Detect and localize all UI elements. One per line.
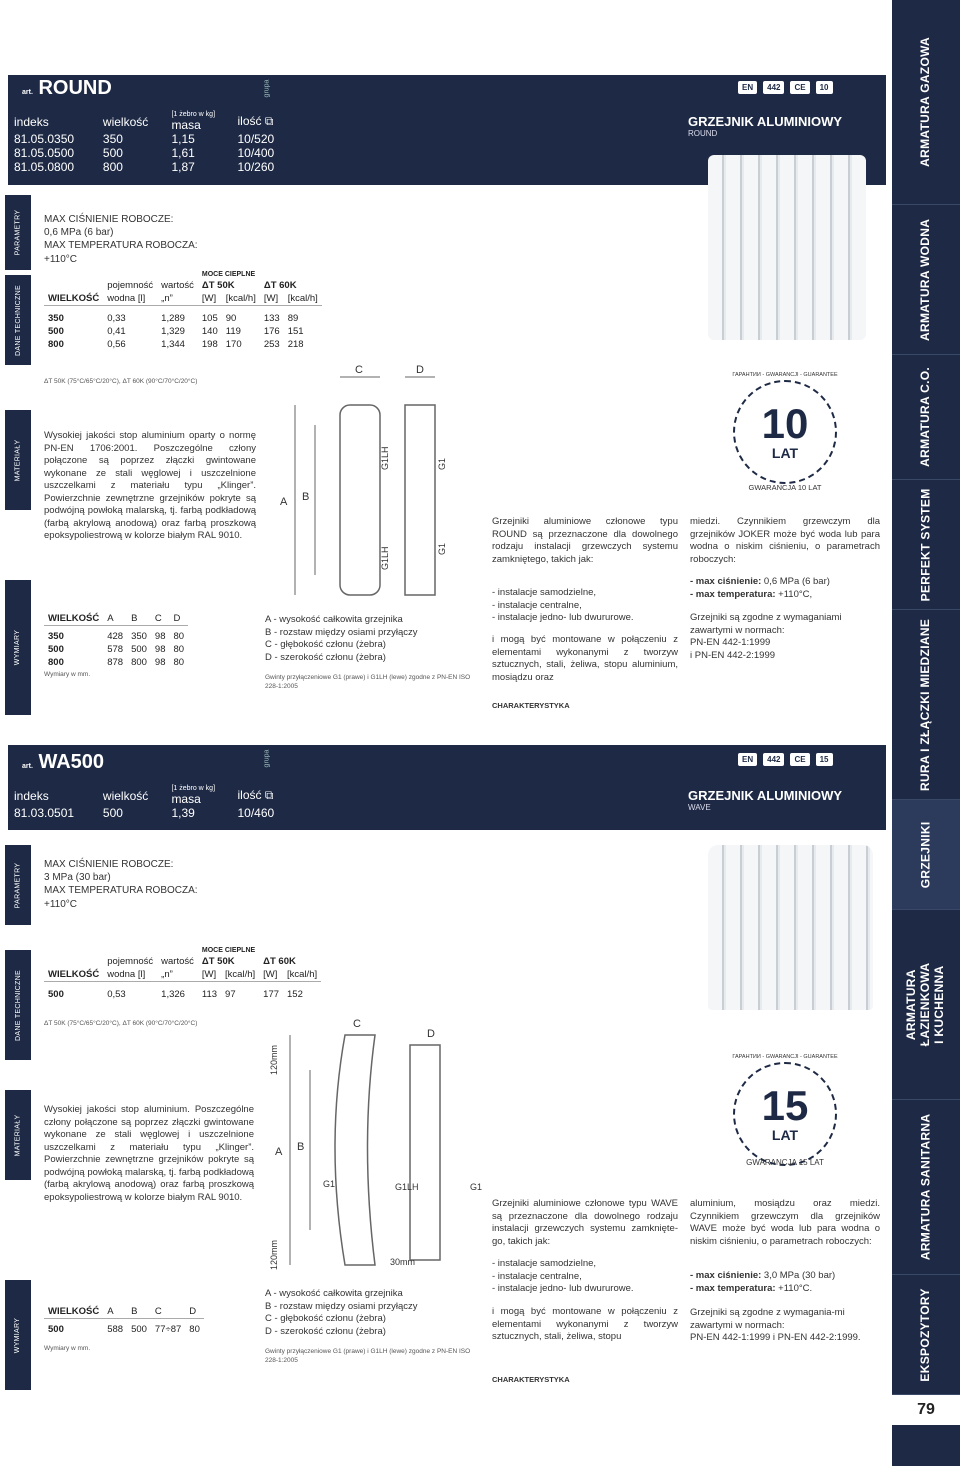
col-ilosc: ilość ⧉ [237, 114, 274, 128]
round-legend: A - wysokość całkowita grzejnika B - rozstaw między osiami przyłączy C - głębokość członu (żebra) D - szerokość członu (żebra) [265, 614, 418, 663]
sidebar-item-armatura-wodna[interactable]: ARMATURA WODNA [892, 205, 960, 355]
wave-material-text: Wysokiej jakości stop aluminium. Poszczególne człony połączone są poprzez złączki gwintowane wykonane ze stali węglowej i uszczelnione uszczelkami z materiału typu „Klinger”. Powierzchnie zewnętrzne grzejników pokryte są podwójną powłoką malarską, tj. farbą podkładową (farbą akrylową anodową) oraz farbą proszkową epoksypoliestrową w kolorze białym RAL 9010. [44, 1104, 254, 1203]
box-icon: ⧉ [264, 114, 274, 128]
col-masa: [1 żebro w kg] masa [171, 785, 216, 806]
label-120mm-top: 120mm [269, 1044, 279, 1075]
tab-wymiary: WYMIARY [5, 1280, 31, 1390]
round-diagram [270, 365, 470, 610]
col-ilosc: ilość ⧉ [237, 788, 274, 802]
wave-desc-list: - instalacje samodzielne, - instalacje centralne, - instalacje jedno- lub dwururowe. [492, 1258, 634, 1295]
round-certifications [738, 81, 833, 94]
table-row: 500 0,41 1,329 140 119 176 151 [48, 325, 304, 337]
wave-working-params: - max ciśnienie: 3,0 MPa (30 bar) - max temperatura: +110°C. [690, 1270, 836, 1294]
label-b: B [297, 1141, 305, 1153]
sidebar-item-armatura-sanitarna[interactable]: ARMATURA SANITARNA [892, 1100, 960, 1275]
label-d: D [427, 1028, 435, 1040]
table-row: 500 578 500 98 80 [48, 643, 185, 655]
wave-desc-intro: Grzejniki aluminiowe członowe typu WAVE są przeznaczone dla dowolnego rodzaju instalacji grzewczych systemu zamknięte-go, takich jak: [492, 1198, 678, 1247]
col-wielkosc: wielkość [102, 788, 149, 803]
round-warranty-badge: 10 LAT [733, 380, 837, 484]
norm-442-icon: 442 [763, 753, 784, 766]
page-number: 79 [892, 1395, 960, 1425]
radiator-front-outline [410, 1045, 440, 1260]
tab-wymiary: WYMIARY [5, 580, 31, 715]
col-indeks: indeks [14, 114, 49, 129]
category-sidebar [892, 0, 960, 1466]
label-a: A [275, 1146, 283, 1158]
tab-parametry: PARAMETRY [5, 845, 31, 925]
sidebar-item-grzejniki[interactable]: GRZEJNIKI [892, 800, 960, 910]
wave-warranty-ring-text: ГАРАНТИИ - GWARANCJI - GUARANTEE [732, 1054, 838, 1060]
round-index-table [12, 111, 292, 174]
table-row: 800 878 800 98 80 [48, 656, 185, 668]
sidebar-item-ekspozytory[interactable]: EKSPOZYTORY [892, 1275, 960, 1395]
table-row: 500 0,53 1,326 113 97 177 152 [48, 988, 303, 1000]
round-desc-medium: miedzi. Czynnikiem grzewczym dla grzejników JOKER może być woda lub para wodna o niskim ciśnieniu, o parametrach roboczych: [690, 516, 880, 565]
col-wielkosc: wielkość [102, 114, 149, 129]
wave-legend: A - wysokość całkowita grzejnika B - rozstaw między osiami przyłączy C - głębokość członu (żebra) D - szerokość członu (żebra) [265, 1288, 418, 1337]
label-120mm-bottom: 120mm [269, 1239, 279, 1270]
round-legend-note: Gwinty przyłączeniowe G1 (prawe) i G1LH (lewe) zgodne z PN-EN ISO 228-1:2005 [265, 674, 471, 690]
round-dim-note: Wymiary w mm. [44, 671, 91, 678]
en-mark-icon: EN [738, 81, 757, 94]
wave-article: art. WA500 [22, 751, 105, 773]
sidebar-item-armatura-gazowa[interactable]: ARMATURA GAZOWA [892, 0, 960, 205]
grupa-label: grupa [263, 79, 271, 98]
label-b: B [302, 491, 310, 503]
wave-dimensions-table: WIELKOŚĆ A B C D 500 588 500 77÷87 80 [44, 1305, 204, 1336]
tab-materialy: MATERIAŁY [5, 410, 31, 510]
warranty-badge-icon: 15 [816, 753, 833, 766]
wave-charakterystyka-label: CHARAKTERYSTYKA [492, 1375, 570, 1384]
round-charakterystyka-label: CHARAKTERYSTYKA [492, 701, 570, 710]
sidebar-item-perfekt-system[interactable]: PERFEKT SYSTEM [892, 480, 960, 610]
round-tech-note: ΔT 50K (75°C/65°C/20°C), ΔT 60K (90°C/70°C/20°C) [44, 378, 198, 385]
table-row: 350 428 350 98 80 [48, 630, 185, 642]
radiator-side-outline [335, 1035, 375, 1265]
label-a: A [280, 496, 288, 508]
wave-parameters: MAX CIŚNIENIE ROBOCZE: 3 MPa (30 bar) MAX TEMPERATURA ROBOCZA: +110°C [44, 859, 198, 910]
round-desc-intro: Grzejniki aluminiowe członowe typu ROUND są przeznaczone dla dowolnego rodzaju instalacji grzewczych systemu zamkniętego, takich jak: [492, 516, 678, 565]
tab-dane-techniczne: DANE TECHNICZNE [5, 275, 31, 365]
label-g1-right: G1 [470, 1182, 483, 1192]
label-g1lh: G1LH [395, 1182, 419, 1192]
tab-parametry: PARAMETRY [5, 195, 31, 270]
label-g1-top: G1 [437, 457, 447, 470]
round-material-text: Wysokiej jakości stop aluminium oparty o normę PN-EN 1706:2001. Poszczególne człony połączone są poprzez złączki gwintowane wykonane ze stali węglowej i uszczelnione uszczelkami z materiału typu „Klinger”. Powierzchnie zewnętrzne grzejników pokryte są podwójną powłoką malarską, tj. farbą podkładową (farbą akrylową anodową) oraz farbą proszkową epoksypoliestrową w kolorze białym RAL 9010. [44, 430, 256, 542]
sidebar-item-rura-zlaczki[interactable]: RURA I ZŁĄCZKI MIEDZIANE [892, 610, 960, 800]
round-desc-list: - instalacje samodzielne, - instalacje centralne, - instalacje jedno- lub dwururowe. [492, 587, 634, 624]
label-c: C [355, 365, 363, 376]
table-row: 800 0,56 1,344 198 170 253 218 [48, 338, 304, 350]
grupa-label: grupa [263, 749, 271, 768]
wave-header [8, 745, 886, 830]
wave-radiator-image [708, 845, 873, 1010]
round-tech-table: MOCE CIEPLNE pojemność wartość ΔT 50K ΔT 60K WIELKOŚĆ wodna [l] „n” [W] [kcal/h] [W] [kcal/h] 350 0,33 1,289 105 90 133 89 500 0,41 1,329 140 119 176 151 800 0,56 1,344 198 170 253 218 [44, 270, 322, 351]
warranty-badge-icon: 10 [816, 81, 833, 94]
wave-tech-note: ΔT 50K (75°C/65°C/20°C), ΔT 60K (90°C/70°C/20°C) [44, 1020, 198, 1027]
table-row: 81.05.0500 500 1,61 10/400 [14, 146, 275, 160]
round-article: art. ROUND [22, 77, 112, 99]
wave-desc-medium: aluminium, mosiądzu oraz miedzi. Czynnikiem grzewczym dla grzejników WAVE może być woda lub para wodna o niskim ciśnieniu, o parametrach roboczych: [690, 1198, 880, 1247]
en-mark-icon: EN [738, 753, 757, 766]
sidebar-item-armatura-lazienkowa[interactable]: ARMATURA ŁAZIENKOWA I KUCHENNA [892, 910, 960, 1100]
round-warranty-caption: GWARANCJA 10 LAT [748, 483, 822, 492]
round-warranty-ring-text: ГАРАНТИИ - GWARANCJI - GUARANTEE [732, 372, 838, 378]
col-masa: [1 żebro w kg] masa [171, 111, 216, 132]
round-index-panel [8, 75, 298, 185]
table-row: 81.05.0350 350 1,15 10/520 [14, 132, 275, 146]
label-g1-left: G1 [323, 1179, 336, 1189]
table-row: 81.03.0501 500 1,39 10/460 [14, 806, 275, 820]
round-norms: Grzejniki są zgodne z wymaganiami zawartymi w normach: PN-EN 442-1:1999 i PN-EN 442-2:1999 [690, 612, 842, 661]
wave-product-subtitle: WAVE [688, 803, 711, 812]
label-d: D [416, 365, 424, 376]
round-working-params: - max ciśnienie: 0,6 MPa (6 bar) - max temperatura: +110°C, [690, 576, 830, 600]
round-desc-mount: i mogą być montowane w połączeniu z elementami wykonanymi z tworzyw sztucznych, stali, żeliwa, stopu aluminium, mosiądzu oraz [492, 634, 678, 683]
round-product-title: GRZEJNIK ALUMINIOWY [688, 114, 843, 129]
round-parameters: MAX CIŚNIENIE ROBOCZE: 0,6 MPa (6 bar) MAX TEMPERATURA ROBOCZA: +110°C [44, 214, 198, 265]
table-row: 500 588 500 77÷87 80 [48, 1323, 200, 1335]
radiator-side-outline [340, 405, 380, 595]
wave-warranty-badge: 15 LAT [733, 1062, 837, 1166]
radiator-front-outline [405, 405, 435, 595]
label-g1lh-bottom: G1LH [380, 546, 390, 570]
box-icon: ⧉ [264, 788, 274, 802]
wave-certifications [738, 753, 833, 766]
wave-index-panel [8, 745, 298, 830]
wave-dim-note: Wymiary w mm. [44, 1345, 91, 1352]
norm-442-icon: 442 [763, 81, 784, 94]
wave-warranty-caption: GWARANCJA 15 LAT [746, 1158, 824, 1167]
wave-title-panel [263, 745, 886, 830]
label-g1-bottom: G1 [437, 542, 447, 555]
ce-mark-icon: CE [790, 81, 809, 94]
label-c: C [353, 1018, 361, 1030]
tab-dane-techniczne: DANE TECHNICZNE [5, 950, 31, 1060]
table-row: 81.05.0800 800 1,87 10/260 [14, 160, 275, 174]
round-radiator-image [708, 155, 866, 340]
label-g1lh-top: G1LH [380, 446, 390, 470]
wave-legend-note: Gwinty przyłączeniowe G1 (prawe) i G1LH (lewe) zgodne z PN-EN ISO 228-1:2005 [265, 1348, 471, 1364]
wave-index-table [12, 785, 292, 820]
round-dimensions-table: WIELKOŚĆ A B C D 350 428 350 98 80 500 578 500 98 80 800 878 800 98 80 [44, 612, 188, 669]
wave-product-title: GRZEJNIK ALUMINIOWY [688, 788, 843, 803]
col-indeks: indeks [14, 788, 49, 803]
round-product-subtitle: ROUND [688, 129, 718, 138]
label-30mm: 30mm [390, 1257, 416, 1267]
wave-desc-mount: i mogą być montowane w połączeniu z elementami wykonanymi z tworzyw sztucznych, stali, żeliwa, stopu [492, 1306, 678, 1343]
wave-norms: Grzejniki są zgodne z wymagania-mi zawartymi w normach: PN-EN 442-1:1999 i PN-EN 442-2:1999. [690, 1307, 861, 1344]
tab-materialy: MATERIAŁY [5, 1090, 31, 1180]
sidebar-item-armatura-co[interactable]: ARMATURA C.O. [892, 355, 960, 480]
wave-tech-table: MOCE CIEPLNE pojemność wartość ΔT 50K ΔT 60K WIELKOŚĆ wodna [l] „n” [W] [kcal/h] [W] [kcal/h] 500 0,53 1,326 113 97 177 152 [44, 946, 321, 1001]
wave-diagram [265, 1015, 495, 1275]
ce-mark-icon: CE [790, 753, 809, 766]
table-row: 350 0,33 1,289 105 90 133 89 [48, 312, 299, 324]
